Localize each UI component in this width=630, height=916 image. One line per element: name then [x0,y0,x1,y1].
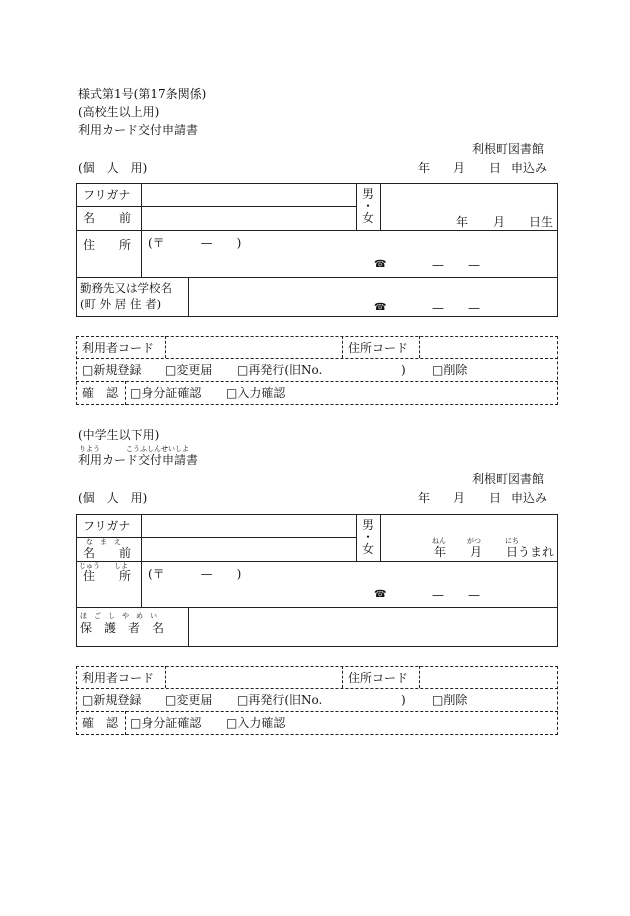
kojin-label: (個 人 用) [78,491,148,505]
confirm-label: 確 認 [82,386,119,400]
birth-day: 日生 [529,215,554,229]
form-number: 様式第1号(第17条関係) [78,87,207,101]
confirm-label: 確 認 [82,716,119,730]
name-field[interactable] [142,207,355,229]
guardian-label: 保 護 者 名 [80,621,165,635]
workplace-field[interactable] [189,278,557,316]
reissue-close: ) [401,363,406,377]
section2-note: (中学生以下用) [78,428,160,442]
postal-code[interactable]: (〒 — ) [148,236,242,250]
gender-female[interactable]: 女 [362,542,375,556]
birth-month: 月 [470,545,483,559]
telephone-icon: ☎ [374,259,387,270]
new-registration-checkbox[interactable]: □新規登録 [82,693,142,707]
workplace-label-1: 勤務先又は学校名 [80,281,172,295]
ruby-gatsu: がつ [467,537,481,545]
section2-title: 利用カード交付申請書 [78,453,199,467]
date-month: 月 [453,491,466,505]
address-label: 住 所 [83,569,132,583]
birth-year: 年 [434,545,447,559]
user-code-label: 利用者コード [82,671,155,685]
date-day: 日 [489,491,502,505]
gender-male[interactable]: 男 [362,518,375,532]
user-code-label: 利用者コード [82,341,155,355]
title-ruby-riyou: りよう [79,445,100,453]
reissue-checkbox[interactable]: □再発行(旧No. [237,363,323,377]
section1-note: (高校生以上用) [78,105,160,119]
change-checkbox[interactable]: □変更届 [165,693,213,707]
input-check-checkbox[interactable]: □入力確認 [226,386,286,400]
date-month: 月 [453,161,466,175]
gender-male[interactable]: 男 [362,187,375,201]
kojin-label: (個 人 用) [78,161,148,175]
address-code-label: 住所コード [348,671,409,685]
id-check-checkbox[interactable]: □身分証確認 [130,716,202,730]
birth-year: 年 [456,215,469,229]
guardian-field[interactable] [189,608,557,646]
address-label: 住 所 [83,238,132,252]
name-label: 名 前 [83,211,132,225]
phone-dash[interactable]: — — [432,258,481,272]
ruby-nichi: にち [505,537,519,545]
new-registration-checkbox[interactable]: □新規登録 [82,363,142,377]
birth-day: 日うまれ [506,545,555,559]
section1-title: 利用カード交付申請書 [78,123,199,137]
workplace-label-2: (町 外 居 住 者) [80,297,162,311]
workplace-phone-dash[interactable]: — — [432,301,481,315]
name-label: 名 前 [83,546,132,560]
gender-dot: ・ [362,530,375,544]
input-check-checkbox[interactable]: □入力確認 [226,716,286,730]
birth-month: 月 [493,215,506,229]
date-apply: 申込み [511,161,548,175]
telephone-icon: ☎ [374,589,387,600]
furigana-label: フリガナ [83,519,131,533]
furigana-field[interactable] [142,184,355,205]
reissue-close: ) [401,693,406,707]
reissue-checkbox[interactable]: □再発行(旧No. [237,693,323,707]
change-checkbox[interactable]: □変更届 [165,363,213,377]
delete-checkbox[interactable]: □削除 [432,363,468,377]
library-name: 利根町図書館 [472,142,545,156]
postal-code[interactable]: (〒 — ) [148,567,242,581]
name-ruby: な ま え [86,538,121,546]
date-year: 年 [418,161,431,175]
gender-dot: ・ [362,199,375,213]
address-code-label: 住所コード [348,341,409,355]
furigana-label: フリガナ [83,188,131,202]
ruby-nen: ねん [432,537,446,545]
date-year: 年 [418,491,431,505]
delete-checkbox[interactable]: □削除 [432,693,468,707]
name-field[interactable] [142,538,355,560]
date-apply: 申込み [511,491,548,505]
phone-dash[interactable]: — — [432,588,481,602]
telephone-icon: ☎ [374,302,387,313]
furigana-field[interactable] [142,515,355,536]
title-ruby-koufu: こうふしんせいしよ [126,445,189,453]
library-name: 利根町図書館 [472,472,545,486]
date-day: 日 [489,161,502,175]
gender-female[interactable]: 女 [362,211,375,225]
id-check-checkbox[interactable]: □身分証確認 [130,386,202,400]
guardian-ruby: ほ ご し や め い [80,612,157,620]
address-ruby: じゅう しよ [79,562,128,570]
